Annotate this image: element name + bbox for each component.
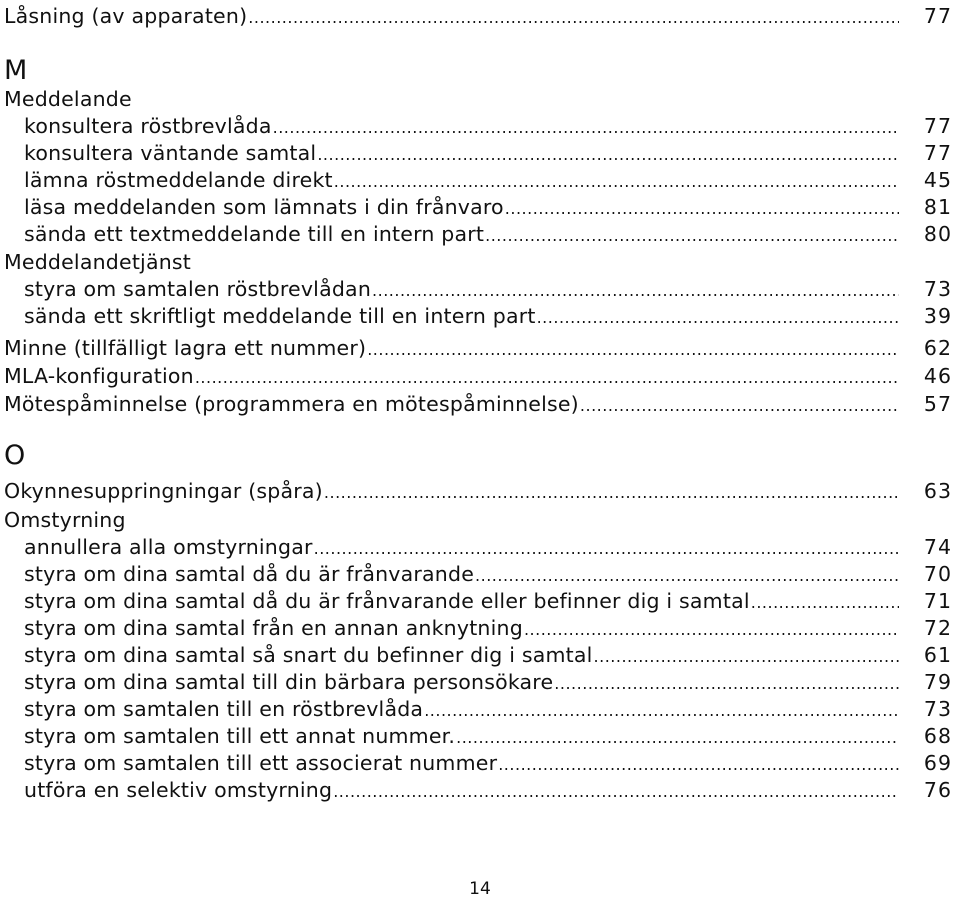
entry-text: annullera alla omstyrningar	[24, 535, 313, 559]
entry-page: 57	[923, 392, 952, 416]
leader-dots	[456, 724, 899, 751]
leader-dots	[367, 336, 899, 363]
entry-text: lämna röstmeddelande direkt	[24, 168, 333, 192]
index-subentry	[0, 113, 960, 140]
leader-dots	[505, 195, 899, 222]
entry-page: 61	[923, 643, 952, 667]
leader-dots	[314, 535, 899, 562]
entry-page: 77	[923, 4, 952, 28]
index-subentry	[0, 534, 960, 561]
entry-page: 46	[923, 364, 952, 388]
leader-dots	[751, 589, 899, 616]
entry-page: 77	[923, 141, 952, 165]
index-heading-meddelandetjanst: Meddelandetjänst	[4, 250, 192, 274]
entry-text: Mötespåminnelse (programmera en mötespåminnelse)	[4, 392, 579, 416]
entry-page: 79	[923, 670, 952, 694]
entry-page: 45	[923, 168, 952, 192]
entry-page: 62	[923, 336, 952, 360]
index-subentry	[0, 750, 960, 777]
leader-dots	[580, 392, 899, 419]
leader-dots	[537, 304, 899, 331]
leader-dots	[273, 114, 899, 141]
entry-text: styra om samtalen till ett annat nummer.	[24, 724, 456, 748]
leader-dots	[317, 141, 899, 168]
leader-dots	[475, 562, 899, 589]
entry-text: sända ett textmeddelande till en intern part	[24, 222, 485, 246]
leader-dots	[334, 168, 899, 195]
entry-text: konsultera röstbrevlåda	[24, 114, 272, 138]
index-subentry	[0, 194, 960, 221]
entry-text: styra om samtalen till en röstbrevlåda	[24, 697, 424, 721]
leader-dots	[372, 277, 899, 304]
index-subentry	[0, 588, 960, 615]
index-subentry	[0, 615, 960, 642]
section-letter-m: M	[4, 55, 28, 86]
entry-page: 63	[923, 479, 952, 503]
entry-text: styra om dina samtal till din bärbara personsökare	[24, 670, 554, 694]
index-entry	[0, 478, 960, 505]
section-letter-o: O	[4, 440, 26, 471]
index-heading-omstyrning: Omstyrning	[4, 508, 126, 532]
entry-page: 72	[923, 616, 952, 640]
entry-page: 77	[923, 114, 952, 138]
index-entry	[0, 391, 960, 418]
entry-page: 71	[923, 589, 952, 613]
entry-page: 80	[923, 222, 952, 246]
leader-dots	[554, 670, 899, 697]
entry-text: Låsning (av apparaten)	[4, 4, 248, 28]
entry-page: 73	[923, 697, 952, 721]
entry-page: 81	[923, 195, 952, 219]
entry-text: styra om dina samtal från en annan anknytning	[24, 616, 523, 640]
index-subentry	[0, 221, 960, 248]
entry-page: 39	[923, 304, 952, 328]
entry-text: styra om dina samtal då du är frånvarande	[24, 562, 475, 586]
entry-text: Okynnesuppringningar (spåra)	[4, 479, 323, 503]
leader-dots	[594, 643, 899, 670]
entry-page: 74	[923, 535, 952, 559]
entry-page: 76	[923, 778, 952, 802]
index-entry	[0, 3, 960, 30]
index-heading-meddelande: Meddelande	[4, 87, 132, 111]
entry-text: läsa meddelanden som lämnats i din frånvaro	[24, 195, 504, 219]
entry-text: konsultera väntande samtal	[24, 141, 317, 165]
entry-text: MLA-konfiguration	[4, 364, 194, 388]
index-entry	[0, 335, 960, 362]
entry-text: styra om dina samtal så snart du befinner dig i samtal	[24, 643, 593, 667]
index-subentry	[0, 561, 960, 588]
index-subentry	[0, 669, 960, 696]
entry-text: styra om samtalen till ett associerat nummer	[24, 751, 498, 775]
entry-text: styra om samtalen röstbrevlådan	[24, 277, 372, 301]
entry-text: styra om dina samtal då du är frånvarande eller befinner dig i samtal	[24, 589, 750, 613]
leader-dots	[195, 364, 899, 391]
index-subentry	[0, 303, 960, 330]
leader-dots	[498, 751, 899, 778]
entry-text: sända ett skriftligt meddelande till en intern part	[24, 304, 536, 328]
index-entry	[0, 363, 960, 390]
leader-dots	[248, 4, 899, 31]
index-subentry	[0, 777, 960, 804]
leader-dots	[324, 479, 899, 506]
index-subentry	[0, 167, 960, 194]
entry-page: 68	[923, 724, 952, 748]
index-subentry	[0, 723, 960, 750]
leader-dots	[424, 697, 899, 724]
entry-text: utföra en selektiv omstyrning	[24, 778, 333, 802]
entry-page: 70	[923, 562, 952, 586]
index-subentry	[0, 642, 960, 669]
leader-dots	[524, 616, 899, 643]
index-subentry	[0, 140, 960, 167]
entry-page: 69	[923, 751, 952, 775]
leader-dots	[485, 222, 899, 249]
entry-text: Minne (tillfälligt lagra ett nummer)	[4, 336, 367, 360]
page-number: 14	[469, 879, 491, 899]
leader-dots	[333, 778, 899, 805]
index-subentry	[0, 696, 960, 723]
index-subentry	[0, 276, 960, 303]
entry-page: 73	[923, 277, 952, 301]
